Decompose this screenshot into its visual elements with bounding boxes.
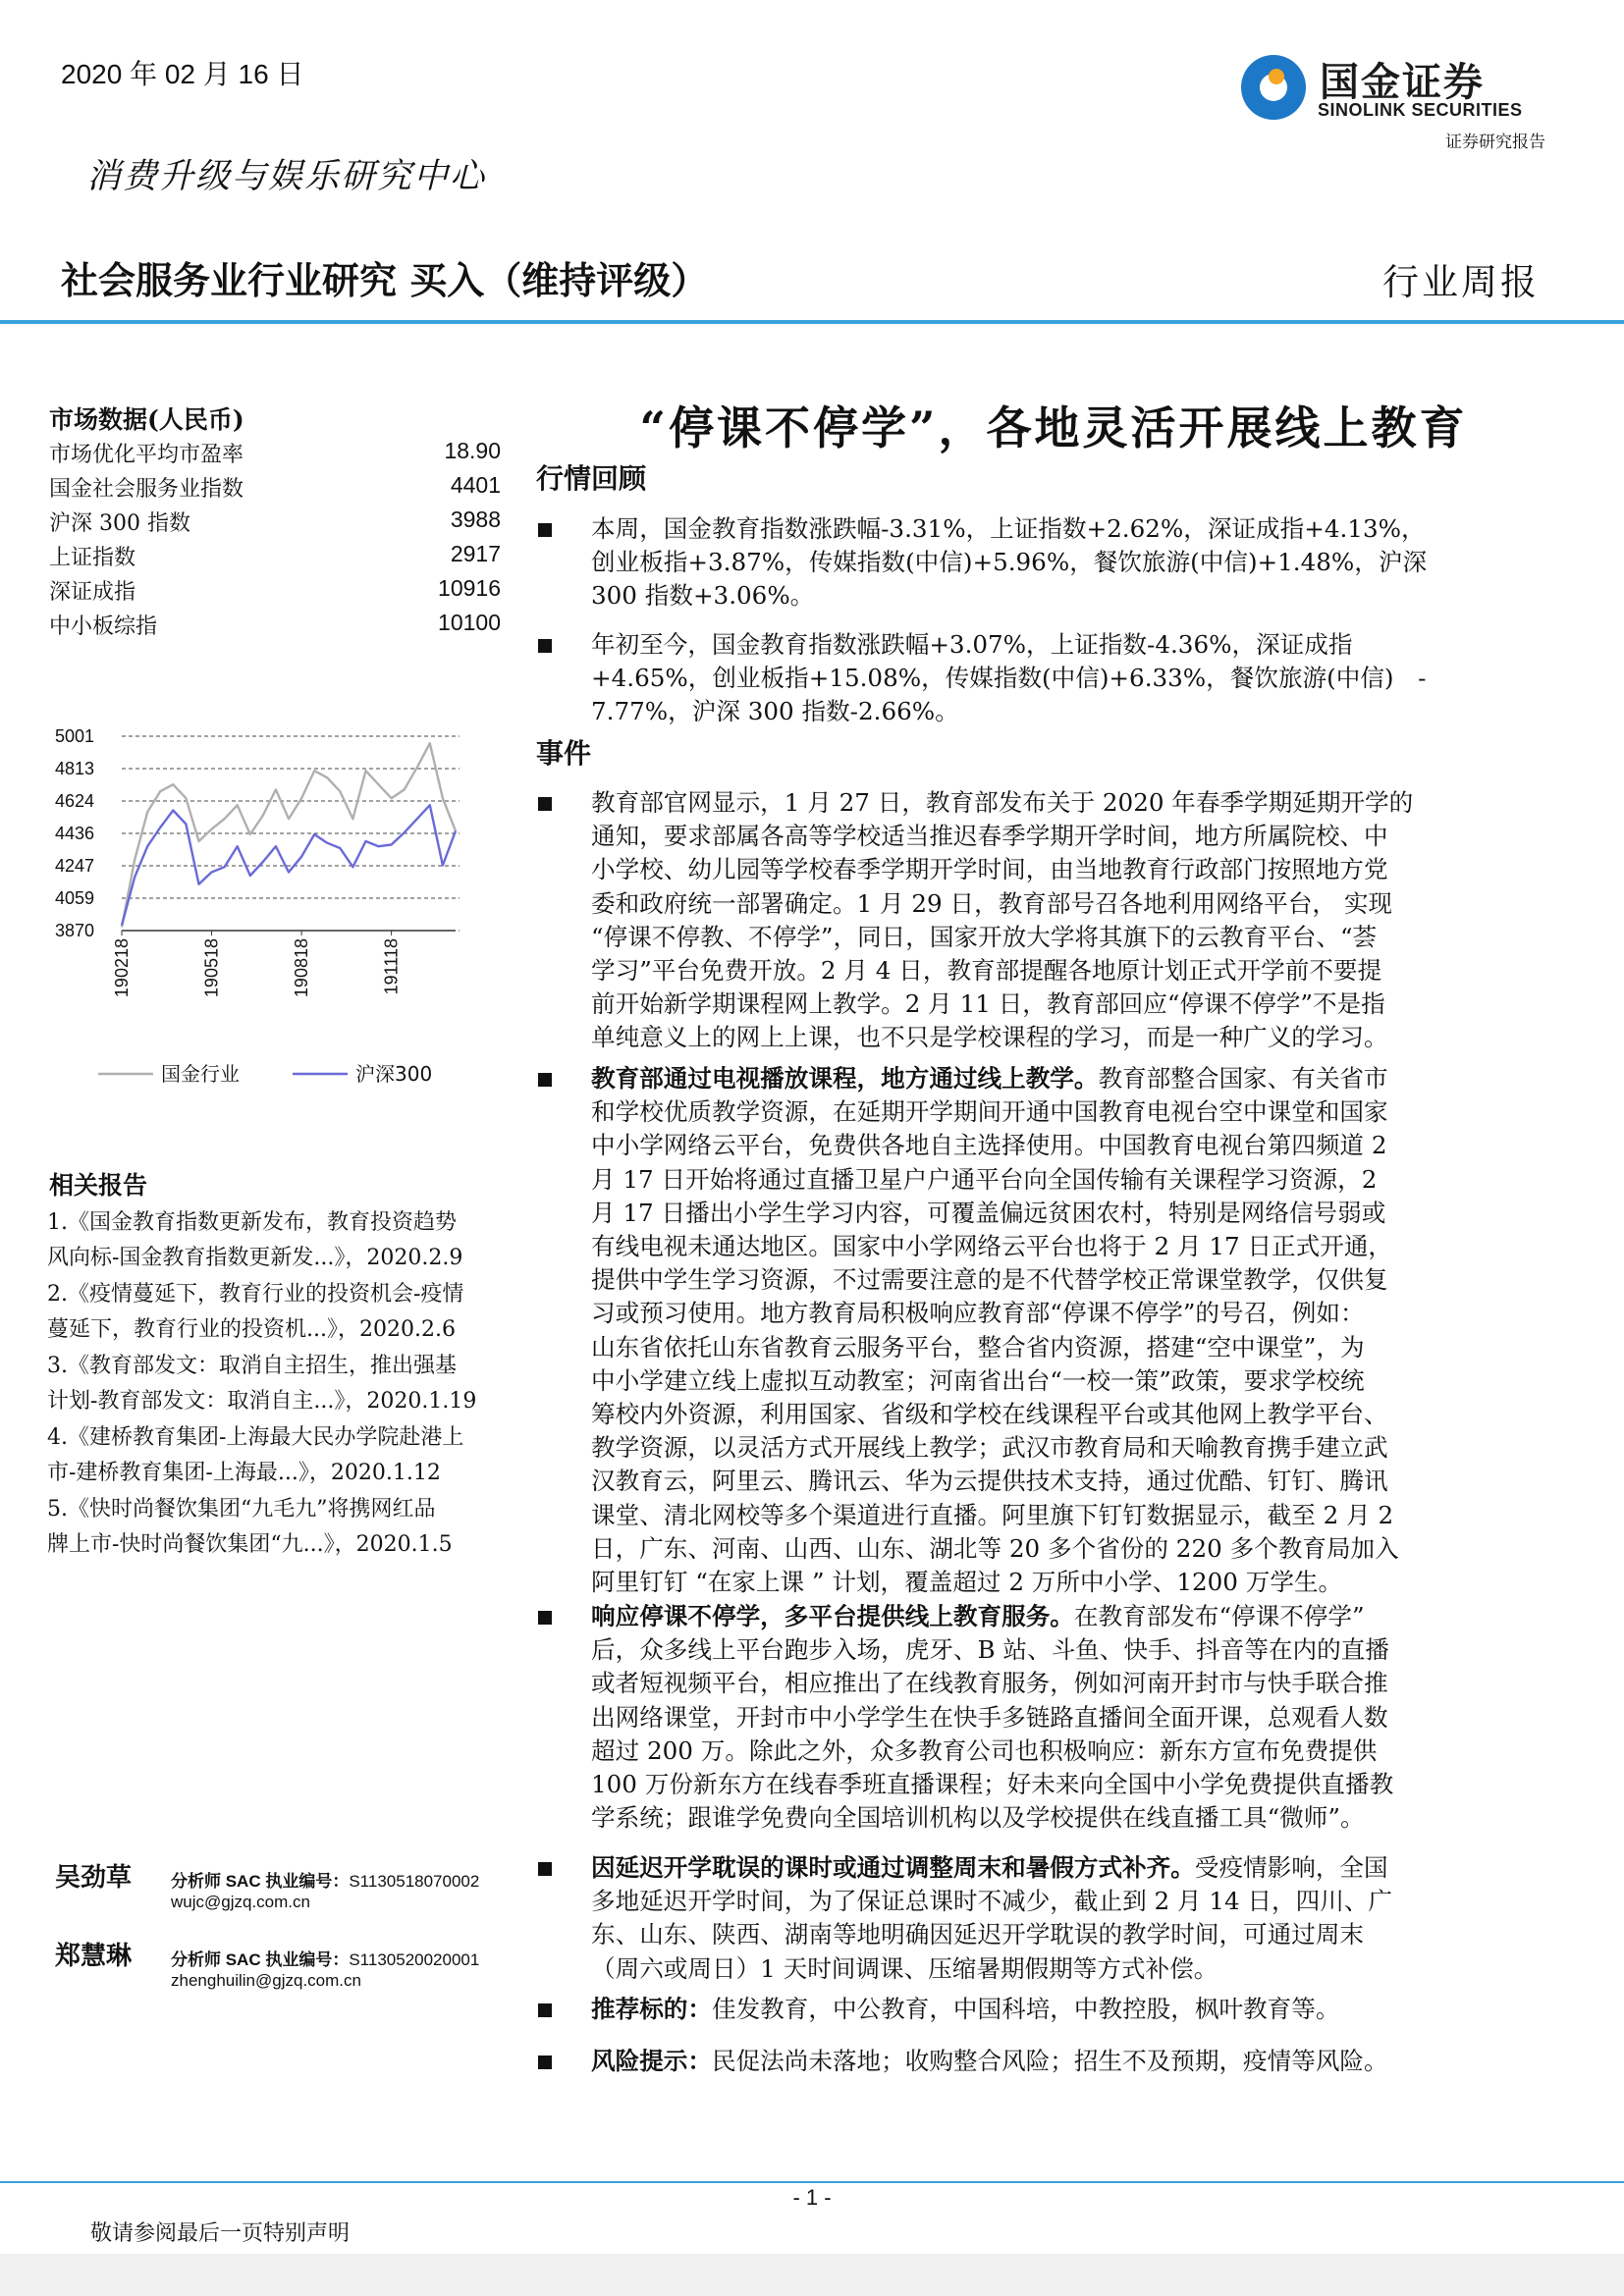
related-report-item[interactable] (47, 1492, 524, 1563)
paragraph-line (591, 662, 1549, 695)
paragraph-text: 日，广东、河南、山西、山东、湖北等 20 多个省份的 220 多个教育局加入 (591, 1533, 1399, 1563)
bullet-marker (538, 1611, 552, 1625)
paragraph-text: 通知，要求部属各高等学校适当推迟春季学期开学时间，地方所属院校、中 (591, 822, 1388, 851)
related-report-line: 2.《疫情蔓延下，教育行业的投资机会-疫情 (47, 1282, 464, 1307)
analyst-name: 郑慧琳 (55, 1942, 133, 1971)
paragraph-text: 教育部官网显示，1 月 27 日，教育部发布关于 2020 年春季学期延期开学的 (591, 788, 1414, 817)
paragraph-line (591, 1465, 1549, 1498)
report-date: 2020 年 02 月 16 日 (61, 59, 304, 89)
section-title: 事件 (536, 737, 592, 770)
legend-label: 国金行业 (161, 1062, 240, 1086)
paragraph-lead: 教育部通过电视播放课程，地方通过线上教学。 (591, 1064, 1099, 1093)
paragraph-line (591, 695, 1549, 728)
related-report-item[interactable] (47, 1420, 524, 1491)
paragraph-text: 和学校优质教学资源，在延期开学期间开通中国教育电视台空中课堂和国家 (591, 1097, 1388, 1127)
chart-x-tick-label: 190818 (292, 938, 312, 998)
paragraph-text: 100 万份新东方在线春季班直播课程；好未来向全国中小学免费提供直播教 (591, 1770, 1394, 1799)
article-title: “停课不停学”，各地灵活开展线上教育 (639, 401, 1468, 454)
sinolink-logo-icon (1239, 53, 1308, 122)
analyst-cert-number: S1130520020001 (349, 1950, 480, 1969)
paragraph-text: 提供中学生学习资源，不过需要注意的是不代替学校正常课堂教学，仅供复 (591, 1265, 1388, 1295)
bullet-paragraph (591, 512, 1549, 614)
paragraph-text: 学习”平台免费开放。2 月 4 日，教育部提醒各地原计划正式开学前不要提 (591, 956, 1382, 986)
market-data-label: 沪深 300 指数 (49, 511, 190, 536)
chart-y-tick-label: 4813 (54, 759, 94, 778)
analyst-name: 吴劲草 (55, 1863, 133, 1893)
bullet-paragraph (591, 628, 1549, 729)
paragraph-line (591, 1431, 1549, 1465)
paragraph-line (591, 1021, 1549, 1054)
paragraph-text: 佳发教育，中公教育，中国科培，中教控股，枫叶教育等。 (711, 1995, 1340, 2023)
bullet-paragraph (591, 1851, 1549, 1986)
paragraph-text: 月 17 日开始将通过直播卫星户户通平台向全国传输有关课程学习资源，2 (591, 1164, 1378, 1194)
paragraph-text: 或者短视频平台，相应推出了在线教育服务，例如河南开封市与快手联合推 (591, 1669, 1388, 1698)
chart-y-tick-label: 3870 (54, 921, 94, 940)
paragraph-line (591, 1918, 1549, 1951)
paragraph-text: +4.65%，创业板指+15.08%，传媒指数(中信)+6.33%，餐饮旅游(中信) - (591, 664, 1427, 693)
paragraph-text: 中小学网络云平台，免费供各地自主选择使用。中国教育电视台第四频道 2 (591, 1131, 1387, 1160)
paragraph-text: 有线电视未通达地区。国家中小学网络云平台也将于 2 月 17 日正式开通， (591, 1232, 1393, 1261)
related-report-line: 4.《建桥教育集团-上海最大民办学院赴港上 (47, 1425, 464, 1450)
paragraph-text: 300 指数+3.06%。 (591, 581, 815, 611)
analyst-cert-label: 分析师 SAC 执业编号： (171, 1872, 350, 1891)
related-report-line: 1.《国金教育指数更新发布，教育投资趋势 (47, 1210, 457, 1235)
bullet-paragraph (591, 2045, 1549, 2078)
paragraph-line (591, 1667, 1549, 1700)
paragraph-line (591, 628, 1549, 662)
chart-series-line-hs300 (122, 805, 456, 926)
paragraph-text: 汉教育云，阿里云、腾讯云、华为云提供技术支持，通过优酷、钉钉、腾讯 (591, 1467, 1388, 1496)
paragraph-line (591, 1499, 1549, 1532)
market-data-value: 18.90 (444, 438, 501, 463)
chart-legend (98, 1060, 491, 1090)
related-report-line: 风向标-国金教育指数更新发...》，2020.2.9 (47, 1246, 463, 1270)
report-tag: 证券研究报告 (1445, 133, 1545, 152)
market-data-value: 10916 (438, 575, 501, 601)
paragraph-text: 单纯意义上的网上上课，也不只是学校课程的学习，而是一种广义的学习。 (591, 1023, 1388, 1052)
paragraph-line (591, 1735, 1549, 1768)
paragraph-line (591, 786, 1549, 820)
paragraph-line (591, 1129, 1549, 1162)
chart-x-tick-label: 191118 (381, 938, 402, 995)
paragraph-line (591, 1566, 1549, 1599)
paragraph-line (591, 1952, 1549, 1986)
report-type: 行业周报 (1382, 261, 1540, 303)
paragraph-text: 前开始新学期课程网上教学。2 月 11 日，教育部回应“停课不停学”不是指 (591, 989, 1385, 1019)
bullet-marker (538, 1073, 552, 1087)
market-data-label: 上证指数 (49, 546, 136, 570)
paragraph-lead: 风险提示： (591, 2047, 712, 2075)
paragraph-text: 年初至今，国金教育指数涨跌幅+3.07%，上证指数-4.36%，深证成指 (591, 630, 1353, 659)
paragraph-line (591, 1197, 1549, 1230)
paragraph-line (591, 1297, 1549, 1330)
paragraph-line (591, 546, 1549, 579)
analyst-cert (171, 1867, 479, 1892)
paragraph-line (591, 1398, 1549, 1431)
related-report-line: 计划-教育部发文：取消自主...》，2020.1.19 (47, 1389, 477, 1414)
analyst-cert (171, 1946, 479, 1970)
paragraph-line (591, 988, 1549, 1021)
index-line-chart (43, 717, 475, 1031)
market-data-title: 市场数据(人民币) (49, 405, 244, 434)
paragraph-text: 中小学建立线上虚拟互动教室；河南省出台“一校一策”政策，要求学校统 (591, 1365, 1365, 1395)
paragraph-line (591, 2045, 1549, 2078)
paragraph-text: 受疫情影响，全国 (1194, 1853, 1388, 1882)
bullet-paragraph (591, 1993, 1549, 2026)
paragraph-text: 山东省依托山东省教育云服务平台，整合省内资源，搭建“空中课堂”，为 (591, 1332, 1365, 1362)
paragraph-text: 习或预习使用。地方教育局积极响应教育部“停课不停学”的号召，例如： (591, 1299, 1365, 1328)
paragraph-line (591, 887, 1549, 921)
market-data-value: 10100 (438, 610, 501, 635)
market-data-value: 4401 (450, 472, 501, 498)
paragraph-line (591, 1768, 1549, 1801)
logo-chinese-name: 国金证券 (1320, 60, 1485, 105)
footer-band (0, 2254, 1624, 2296)
paragraph-line (591, 1600, 1549, 1633)
chart-x-tick-label: 190218 (112, 938, 132, 998)
market-data-label: 市场优化平均市盈率 (49, 443, 244, 467)
bullet-marker (538, 2003, 552, 2017)
paragraph-text: “停课不停教、不停学”，同日，国家开放大学将其旗下的云教育平台、“荟 (591, 922, 1378, 951)
research-center: 消费升级与娱乐研究中心 (86, 157, 487, 196)
market-data-label: 国金社会服务业指数 (49, 477, 244, 502)
market-data-label: 深证成指 (49, 580, 136, 605)
paragraph-line (591, 1331, 1549, 1364)
section-title: 行情回顾 (536, 462, 647, 495)
chart-y-tick-label: 4247 (54, 856, 94, 876)
paragraph-lead: 推荐标的： (591, 1995, 712, 2023)
disclaimer-note: 敬请参阅最后一页特别声明 (90, 2221, 351, 2246)
bullet-marker (538, 797, 552, 811)
logo-english-name: SINOLINK SECURITIES (1318, 100, 1523, 120)
paragraph-text: 多地延迟开学时间，为了保证总课时不减少，截止到 2 月 14 日，四川、广 (591, 1887, 1393, 1916)
paragraph-text: 超过 200 万。除此之外，众多教育公司也积极响应：新东方宣布免费提供 (591, 1735, 1378, 1765)
paragraph-text: 月 17 日播出小学生学习内容，可覆盖偏远贫困农村，特别是网络信号弱或 (591, 1198, 1386, 1227)
paragraph-text: 7.77%，沪深 300 指数-2.66%。 (591, 697, 959, 726)
paragraph-text: 小学校、幼儿园等学校春季学期开学时间，由当地教育行政部门按照地方党 (591, 855, 1388, 884)
paragraph-line (591, 1885, 1549, 1918)
related-report-item[interactable] (47, 1349, 524, 1419)
paragraph-line (591, 512, 1549, 546)
paragraph-text: 在教育部发布“停课不停学” (1073, 1602, 1365, 1630)
paragraph-text: 东、山东、陕西、湖南等地明确因延迟开学耽误的教学时间，可通过周末 (591, 1920, 1365, 1949)
related-report-item[interactable] (47, 1205, 524, 1276)
paragraph-line (591, 820, 1549, 853)
paragraph-text: 教学资源，以灵活方式开展线上教学；武汉市教育局和天喻教育携手建立武 (591, 1433, 1388, 1463)
paragraph-text: 教育部整合国家、有关省市 (1098, 1064, 1388, 1093)
analyst-cert-label: 分析师 SAC 执业编号： (171, 1950, 350, 1969)
paragraph-line (591, 1801, 1549, 1835)
chart-y-tick-label: 5001 (54, 726, 94, 746)
footer-divider (0, 2181, 1624, 2183)
paragraph-line (591, 954, 1549, 988)
bullet-paragraph (591, 1600, 1549, 1835)
paragraph-line (591, 579, 1549, 613)
paragraph-text: 学系统；跟谁学免费向全国培训机构以及学校提供在线直播工具“微师”。 (591, 1803, 1365, 1833)
paragraph-line (591, 1701, 1549, 1735)
page-number: - 1 - (792, 2185, 832, 2210)
bullet-marker (538, 639, 552, 653)
paragraph-text: 阿里钉钉 “在家上课 ” 计划，覆盖超过 2 万所中小学、1200 万学生。 (591, 1568, 1343, 1597)
paragraph-text: 课堂、清北网校等多个渠道进行直播。阿里旗下钉钉数据显示，截至 2 月 2 (591, 1500, 1394, 1529)
paragraph-text: 后，众多线上平台跑步入场，虎牙、B 站、斗鱼、快手、抖音等在内的直播 (591, 1635, 1389, 1665)
paragraph-line (591, 1095, 1549, 1129)
paragraph-line (591, 1633, 1549, 1667)
industry-rating-line: 社会服务业行业研究 买入（维持评级） (61, 259, 709, 302)
paragraph-text: 出网络课堂，开封市中小学学生在快手多链路直播间全面开课，总观看人数 (591, 1702, 1388, 1732)
paragraph-line (591, 1230, 1549, 1263)
chart-series-line-industry (122, 743, 456, 927)
paragraph-text: 创业板指+3.87%，传媒指数(中信)+5.96%，餐饮旅游(中信)+1.48%，沪深 (591, 548, 1428, 577)
analyst-email[interactable]: wujc@gjzq.com.cn (171, 1893, 310, 1911)
chart-y-tick-label: 4436 (54, 824, 94, 843)
paragraph-lead: 因延迟开学耽误的课时或通过调整周末和暑假方式补齐。 (591, 1853, 1195, 1882)
paragraph-line (591, 1263, 1549, 1297)
related-report-line: 牌上市-快时尚餐饮集团“九...》，2020.1.5 (47, 1532, 453, 1557)
market-data-value: 2917 (450, 541, 501, 566)
market-data-value: 3988 (450, 507, 501, 532)
paragraph-line (591, 1993, 1549, 2026)
paragraph-line (591, 853, 1549, 886)
paragraph-text: 本周，国金教育指数涨跌幅-3.31%，上证指数+2.62%，深证成指+4.13%， (591, 514, 1426, 543)
chart-y-tick-label: 4624 (54, 791, 94, 811)
analyst-cert-number: S1130518070002 (349, 1872, 480, 1891)
related-report-line: 蔓延下，教育行业的投资机...》，2020.2.6 (47, 1317, 456, 1342)
bullet-paragraph (591, 1062, 1549, 1599)
paragraph-line (591, 1163, 1549, 1197)
paragraph-line (591, 1851, 1549, 1885)
market-data-label: 中小板综指 (49, 614, 158, 639)
paragraph-line (591, 921, 1549, 954)
paragraph-line (591, 1364, 1549, 1398)
paragraph-text: 民促法尚未落地；收购整合风险；招生不及预期，疫情等风险。 (711, 2047, 1388, 2075)
bullet-marker (538, 1862, 552, 1876)
legend-label: 沪深300 (355, 1062, 433, 1086)
related-reports-title: 相关报告 (49, 1171, 148, 1200)
related-report-item[interactable] (47, 1277, 524, 1348)
header-divider (0, 320, 1624, 324)
sinolink-logo (1239, 49, 1543, 128)
bullet-marker (538, 523, 552, 537)
analyst-email[interactable]: zhenghuilin@gjzq.com.cn (171, 1971, 361, 1990)
paragraph-line (591, 1532, 1549, 1566)
related-report-line: 3.《教育部发文：取消自主招生，推出强基 (47, 1354, 457, 1378)
chart-x-tick-label: 190518 (201, 938, 222, 998)
related-report-line: 市-建桥教育集团-上海最...》，2020.1.12 (47, 1461, 441, 1485)
paragraph-lead: 响应停课不停学，多平台提供线上教育服务。 (591, 1602, 1074, 1630)
related-report-line: 5.《快时尚餐饮集团“九毛九”将携网红品 (47, 1497, 436, 1522)
paragraph-text: （周六或周日）1 天时间调课、压缩暑期假期等方式补偿。 (591, 1953, 1218, 1983)
chart-y-tick-label: 4059 (54, 888, 94, 908)
paragraph-line (591, 1062, 1549, 1095)
bullet-marker (538, 2056, 552, 2069)
bullet-paragraph (591, 786, 1549, 1055)
paragraph-text: 筹校内外资源，利用国家、省级和学校在线课程平台或其他网上教学平台、 (591, 1400, 1388, 1429)
paragraph-text: 委和政府统一部署确定。1 月 29 日，教育部号召各地利用网络平台， 实现 (591, 888, 1393, 918)
